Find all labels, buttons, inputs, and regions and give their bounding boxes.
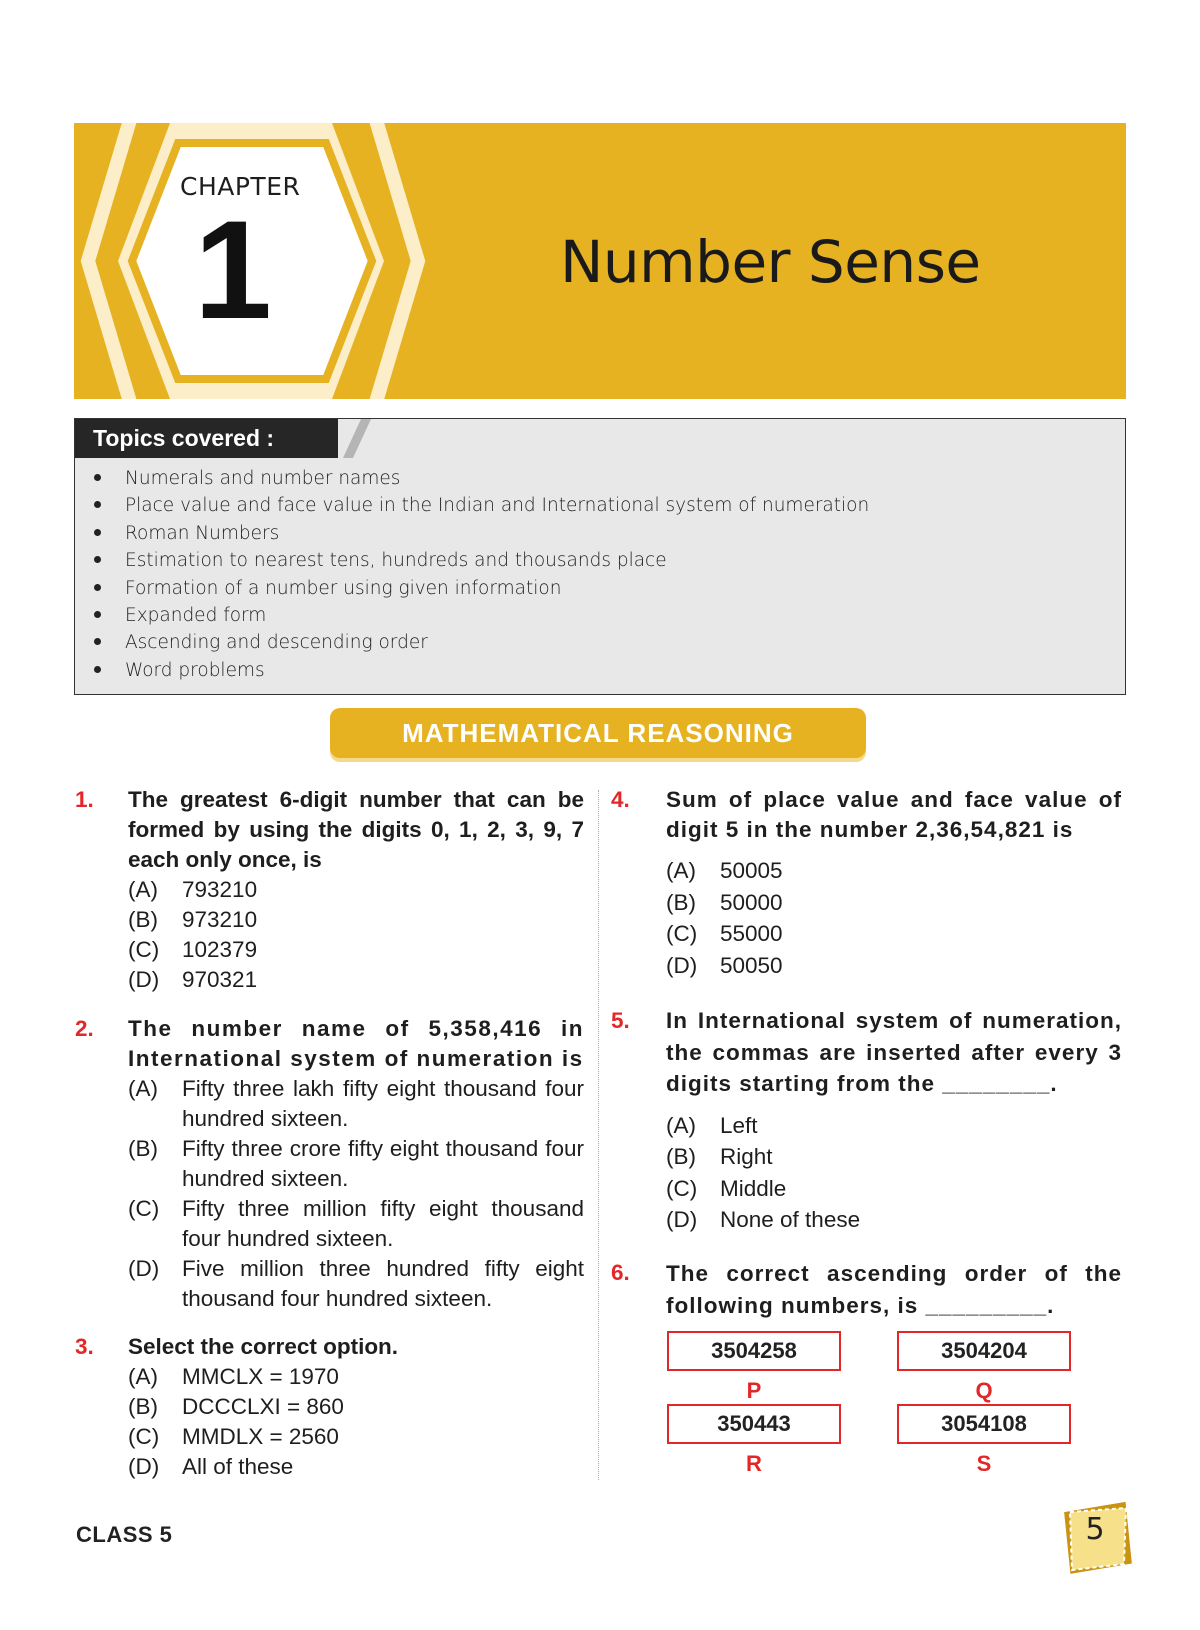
option-text: Fifty three million fifty eight thousand four hundred sixteen. [182,1196,584,1251]
section-title: MATHEMATICAL REASONING [330,708,866,758]
question-1 [128,785,584,995]
option [128,1254,584,1314]
bullet-icon [94,584,101,591]
option-label: (D) [128,1256,160,1281]
topic-item [91,547,869,574]
option [666,1110,1122,1142]
bullet-icon [94,638,101,645]
option-text: 50050 [720,952,783,978]
option [128,1422,584,1452]
option-text: 55000 [720,921,783,946]
option [666,887,1122,919]
bullet-icon [94,556,101,563]
option-text: Fifty three crore fifty eight thousand four hundred sixteen. [182,1136,584,1191]
option [666,1204,1122,1236]
option-label: (B) [128,1394,158,1419]
option-label: (D) [128,967,160,992]
question-text: Sum of place value and face value of digit 5 in the number 2,36,54,821 is [666,787,1122,842]
option-text: MMCLX = 1970 [182,1364,339,1389]
question-2 [128,1014,584,1314]
option-text: 50005 [720,858,783,883]
option [128,935,584,965]
topic-item [91,492,869,519]
box-label: R [746,1451,762,1476]
option-text: 973210 [182,907,258,932]
number-box: 3504258 [667,1331,841,1371]
topic-text: Estimation to nearest tens, hundreds and thousands place [125,550,667,572]
number-box: 3054108 [897,1404,1071,1444]
option [666,855,1122,887]
topic-text: Formation of a number using given information [125,577,562,599]
column-divider [598,790,599,1480]
option-label: (A) [128,1364,158,1389]
option [128,1074,584,1134]
bullet-icon [94,501,101,508]
option-text: 50000 [720,889,783,915]
option-label: (A) [128,877,158,902]
option [128,1452,584,1482]
page-number: 5 [1085,1512,1105,1547]
question-text: The correct ascending order of the following numbers, is _________. [666,1261,1122,1318]
question-number: 4. [611,787,630,812]
question-text: Select the correct option. [128,1334,399,1359]
option [128,1134,584,1194]
topics-box [74,418,1126,695]
option-label: (D) [666,1207,698,1232]
box-label: S [976,1451,992,1476]
option-text: MMDLX = 2560 [182,1424,339,1449]
option-label: (C) [128,937,160,962]
question-4 [666,785,1122,981]
number-box: 350443 [667,1404,841,1444]
bullet-icon [94,474,101,481]
option-label: (B) [666,1144,696,1169]
option [666,1141,1122,1173]
option-text: Fifty three lakh fifty eight thousand four hundred sixteen. [182,1076,584,1131]
question-6 [666,1258,1122,1321]
box-label: Q [975,1378,993,1403]
question-number: 5. [611,1008,630,1033]
topic-item [91,629,869,656]
option-text: Right [720,1144,773,1169]
chapter-number: 1 [194,191,272,348]
option-label: (C) [666,1175,698,1201]
option-text: DCCCLXI = 860 [182,1394,344,1419]
topic-item [91,575,869,602]
bullet-icon [94,529,101,536]
option-label: (C) [128,1424,160,1449]
option-label: (A) [666,858,696,883]
topic-item [91,465,869,492]
chapter-title: Number Sense [560,228,981,296]
question-text: The greatest 6-digit number that can be formed by using the digits 0, 1, 2, 3, 9, 7 each only once, is [128,787,584,872]
question-number: 6. [611,1260,630,1285]
question-text: The number name of 5,358,416 in International system of numeration is [128,1016,584,1071]
option [128,1194,584,1254]
option-text: Five million three hundred fifty eight thousand four hundred sixteen. [182,1256,584,1311]
option-label: (B) [128,1136,158,1161]
option-text: 793210 [182,877,258,902]
chapter-label: CHAPTER [180,172,301,201]
question-number: 2. [75,1016,94,1041]
topic-item [91,602,869,629]
topic-text: Word problems [125,659,265,681]
option [128,965,584,995]
option-label: (C) [128,1196,160,1221]
topic-text: Ascending and descending order [125,632,428,654]
topic-text: Expanded form [125,604,267,626]
option [128,875,584,905]
option-text: All of these [182,1454,294,1479]
class-label: CLASS 5 [76,1522,173,1547]
option [666,1173,1122,1205]
option-label: (B) [128,907,158,932]
topics-heading-stripe [343,419,371,458]
bullet-icon [94,666,101,673]
question-3 [128,1332,584,1482]
number-box: 3504204 [897,1331,1071,1371]
question-number: 3. [75,1334,94,1359]
question-text: In International system of numeration, the commas are inserted after every 3 digits starting from the ________. [666,1008,1122,1096]
topic-text: Numerals and number names [125,468,401,489]
topics-list [91,465,869,684]
option [666,950,1122,982]
question-5 [666,1005,1122,1236]
option [128,905,584,935]
option-label: (A) [666,1112,696,1138]
option [128,1392,584,1422]
topic-item [91,520,869,547]
bullet-icon [94,611,101,618]
option-label: (C) [666,921,698,946]
option-text: 102379 [182,937,258,962]
question-number: 1. [75,787,94,812]
option [128,1362,584,1392]
option-text: None of these [720,1207,861,1232]
option-text: Middle [720,1175,787,1201]
topic-item [91,657,869,684]
topics-heading: Topics covered : [75,419,338,458]
option-text: Left [720,1112,758,1138]
box-label: P [746,1378,762,1403]
topic-text: Roman Numbers [125,522,280,544]
topics-heading-tail [320,419,338,458]
topic-text: Place value and face value in the Indian and International system of numeration [125,495,870,517]
option [666,918,1122,950]
option-label: (A) [128,1076,158,1101]
option-label: (D) [666,952,698,978]
option-label: (B) [666,889,696,915]
option-text: 970321 [182,967,258,992]
option-label: (D) [128,1454,160,1479]
